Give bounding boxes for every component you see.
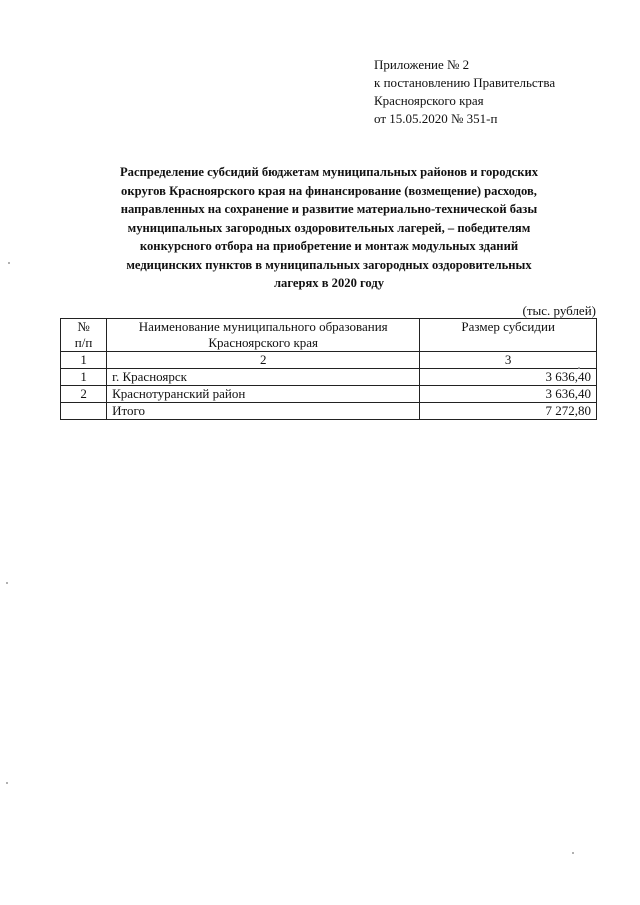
header-num-line: № <box>77 319 90 334</box>
header-num <box>61 319 107 352</box>
header-name-line: Красноярского края <box>208 335 319 350</box>
index-cell: 1 <box>61 352 107 369</box>
row-name: Итого <box>107 403 420 420</box>
scan-speck <box>6 782 8 784</box>
appendix-line: к постановлению Правительства <box>374 75 556 90</box>
row-amount: 3 636,40 <box>420 386 597 403</box>
appendix-line: Приложение № 2 <box>374 57 470 72</box>
title-line: округов Красноярского края на финансирование (возмещение) расходов, <box>121 183 537 198</box>
header-amount: Размер субсидии <box>420 319 597 352</box>
title-line: Распределение субсидий бюджетам муниципальных районов и городских <box>119 165 539 179</box>
index-cell: 3 <box>420 352 597 369</box>
header-name <box>107 319 420 352</box>
unit-label: (тыс. рублей) <box>522 303 596 318</box>
row-amount: 7 272,80 <box>420 403 597 420</box>
column-index-row <box>61 352 597 369</box>
scan-speck <box>8 262 10 264</box>
table-row <box>61 386 597 403</box>
title-line: лагерях в 2020 году <box>273 276 385 290</box>
scan-speck <box>572 852 574 854</box>
index-cell: 2 <box>107 352 420 369</box>
appendix-block <box>374 56 555 128</box>
row-amount: 3 636,40 <box>420 369 597 386</box>
title-line: направленных на сохранение и развитие материально-технической базы <box>120 202 538 216</box>
header-name-line: Наименование муниципального образования <box>138 319 388 334</box>
total-row <box>61 403 597 420</box>
row-name: Краснотуранский район <box>107 386 420 403</box>
table-row <box>61 369 597 386</box>
title-line: конкурсного отбора на приобретение и монтаж модульных зданий <box>139 239 519 253</box>
table-header-row <box>61 319 597 352</box>
row-name: г. Красноярск <box>107 369 420 386</box>
row-num <box>61 403 107 420</box>
appendix-line: Красноярского края <box>374 93 484 108</box>
subsidy-table <box>60 318 597 420</box>
scan-speck <box>578 367 580 369</box>
appendix-line: от 15.05.2020 № 351-п <box>374 111 498 126</box>
scan-speck <box>6 582 8 584</box>
row-num: 1 <box>61 369 107 386</box>
row-num: 2 <box>61 386 107 403</box>
header-num-line: п/п <box>74 335 93 350</box>
title-line: медицинских пунктов в муниципальных загородных оздоровительных <box>126 257 532 272</box>
title-line: муниципальных загородных оздоровительных лагерей, – победителям <box>127 220 531 235</box>
document-title <box>60 163 598 293</box>
